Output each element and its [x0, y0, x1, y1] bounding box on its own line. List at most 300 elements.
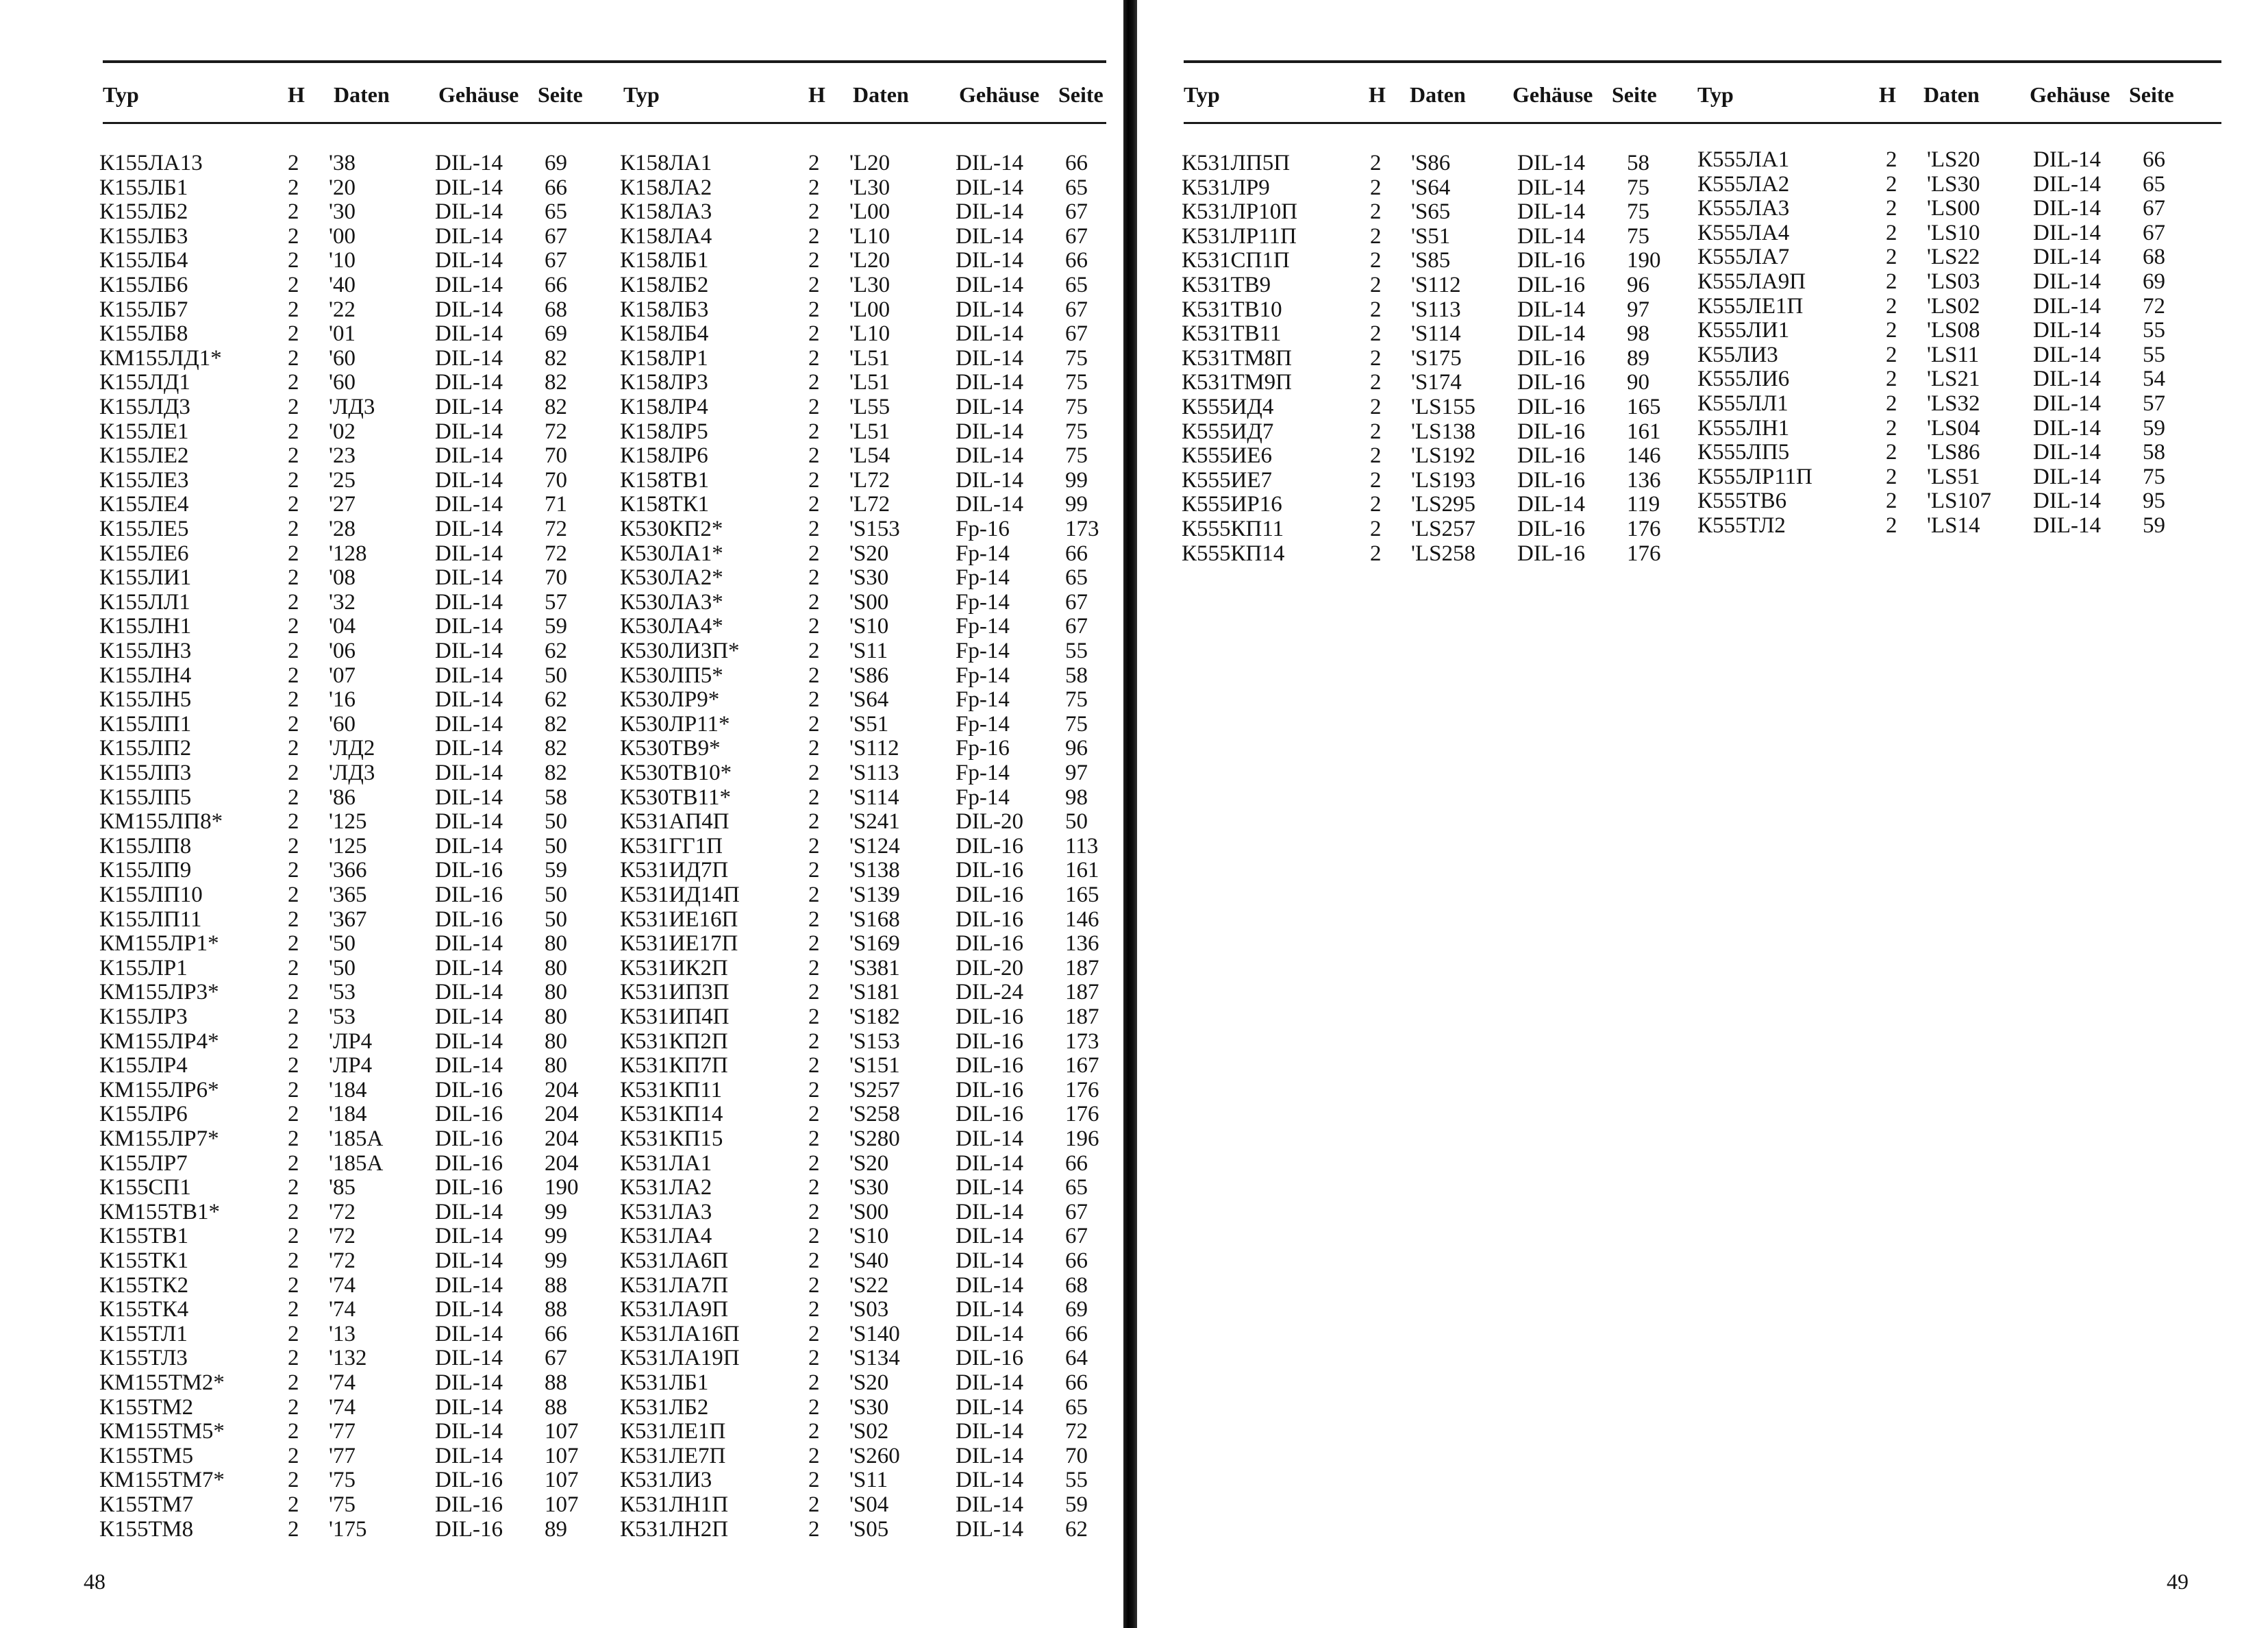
row-typ: К158ЛА4 — [620, 223, 712, 249]
row-h: 2 — [288, 467, 299, 493]
row-typ: КМ155ЛР6* — [99, 1077, 219, 1102]
row-typ: К530ТВ10* — [620, 761, 732, 785]
row-typ: К155ЛЛ1 — [99, 589, 190, 615]
row-h: 2 — [288, 614, 299, 639]
row-daten: 'ЛД2 — [329, 736, 375, 761]
row-seite: 204 — [545, 1126, 579, 1151]
row-h: 2 — [288, 565, 299, 591]
row-h: 2 — [808, 492, 820, 517]
table-row — [620, 419, 1113, 444]
row-seite: 59 — [2143, 415, 2165, 441]
row-gehaeuse: DIL-14 — [435, 785, 503, 810]
row-seite: 82 — [545, 711, 567, 737]
row-h: 2 — [1886, 245, 1897, 270]
row-seite: 165 — [1627, 395, 1661, 419]
row-daten: '50 — [329, 955, 356, 981]
header-gehaeuse: Gehäuse — [959, 82, 1040, 107]
row-h: 2 — [288, 1272, 299, 1298]
row-typ: К531СП1П — [1182, 248, 1290, 273]
table-row — [620, 1370, 1113, 1395]
row-h: 2 — [288, 370, 299, 395]
table-row — [1697, 245, 2191, 269]
row-seite: 80 — [545, 955, 567, 981]
row-gehaeuse: DIL-14 — [956, 467, 1023, 493]
row-daten: '20 — [329, 175, 356, 200]
row-seite: 55 — [1065, 639, 1088, 663]
row-daten: '184 — [329, 1102, 367, 1127]
table-row — [1697, 416, 2191, 441]
row-seite: 204 — [545, 1077, 579, 1102]
row-h: 2 — [1370, 151, 1382, 175]
row-gehaeuse: DIL-16 — [435, 858, 503, 883]
row-gehaeuse: DIL-16 — [956, 1004, 1023, 1029]
row-gehaeuse: DIL-14 — [435, 833, 503, 859]
row-seite: 67 — [1065, 614, 1088, 639]
row-seite: 62 — [545, 639, 567, 663]
row-h: 2 — [808, 175, 820, 200]
row-typ: КМ155ЛД1* — [99, 345, 222, 371]
row-gehaeuse: DIL-16 — [956, 1028, 1023, 1054]
row-h: 2 — [288, 1492, 299, 1517]
table-row — [620, 785, 1113, 810]
row-h: 2 — [808, 931, 820, 957]
row-typ: К155ЛЕ4 — [99, 492, 189, 517]
row-seite: 66 — [1065, 1248, 1088, 1273]
row-typ: К158ЛБ2 — [620, 273, 709, 297]
row-h: 2 — [808, 223, 820, 249]
row-seite: 66 — [545, 1321, 567, 1346]
row-h: 2 — [288, 589, 299, 615]
table-row — [620, 1492, 1113, 1517]
row-seite: 80 — [545, 1004, 567, 1029]
row-typ: К555ЛР11П — [1697, 464, 1812, 489]
table-row — [1697, 221, 2191, 245]
row-seite: 107 — [545, 1443, 579, 1468]
row-gehaeuse: DIL-14 — [435, 273, 503, 297]
table-row — [1182, 248, 1675, 273]
row-daten: 'S20 — [849, 1150, 889, 1176]
table-row — [620, 151, 1113, 175]
row-h: 2 — [1886, 269, 1897, 294]
row-seite: 89 — [545, 1516, 567, 1542]
row-typ: К531КП15 — [620, 1126, 723, 1151]
row-gehaeuse: DIL-14 — [435, 248, 503, 273]
row-daten: '125 — [329, 809, 367, 835]
row-h: 2 — [808, 1004, 820, 1029]
row-seite: 173 — [1065, 1028, 1099, 1054]
row-seite: 88 — [545, 1297, 567, 1322]
row-typ: К555ТВ6 — [1697, 489, 1787, 514]
row-typ: К158ЛР1 — [620, 345, 708, 371]
row-h: 2 — [1886, 342, 1897, 367]
row-gehaeuse: DIL-14 — [435, 199, 503, 225]
row-gehaeuse: DIL-16 — [1517, 273, 1585, 297]
row-gehaeuse: DIL-14 — [956, 492, 1023, 517]
row-h: 2 — [288, 1370, 299, 1395]
row-gehaeuse: DIL-14 — [2033, 196, 2101, 221]
row-gehaeuse: DIL-16 — [435, 1150, 503, 1176]
row-h: 2 — [288, 248, 299, 273]
table-row — [620, 1444, 1113, 1468]
row-daten: '75 — [329, 1468, 356, 1493]
row-gehaeuse: DIL-14 — [435, 1028, 503, 1054]
table-row — [99, 1517, 593, 1542]
row-h: 2 — [288, 273, 299, 297]
row-seite: 65 — [1065, 565, 1088, 591]
row-gehaeuse: DIL-14 — [956, 1321, 1023, 1346]
row-seite: 62 — [1065, 1516, 1088, 1542]
row-daten: '74 — [329, 1272, 356, 1298]
row-daten: '75 — [329, 1492, 356, 1517]
table-row — [99, 1297, 593, 1322]
table-row — [1182, 541, 1675, 566]
row-typ: К155ЛБ1 — [99, 175, 188, 200]
table-row — [99, 1126, 593, 1151]
row-h: 2 — [288, 1346, 299, 1371]
row-gehaeuse: DIL-14 — [1517, 223, 1585, 249]
row-gehaeuse: DIL-14 — [956, 175, 1023, 200]
row-daten: 'LS193 — [1411, 467, 1475, 493]
row-h: 2 — [1370, 199, 1382, 225]
row-seite: 176 — [1627, 517, 1661, 541]
row-daten: 'S174 — [1411, 370, 1462, 395]
table-row — [99, 1200, 593, 1224]
table-row — [620, 1126, 1113, 1151]
row-daten: 'S00 — [849, 589, 889, 615]
row-daten: 'S260 — [849, 1443, 900, 1468]
row-h: 2 — [288, 1516, 299, 1542]
row-h: 2 — [1370, 395, 1382, 419]
table-row — [99, 1444, 593, 1468]
row-h: 2 — [808, 345, 820, 371]
book-spine — [1123, 0, 1137, 1628]
row-typ: К158ЛР6 — [620, 443, 708, 469]
row-gehaeuse: DIL-16 — [1517, 395, 1585, 419]
table-row — [620, 956, 1113, 981]
table-row — [99, 395, 593, 419]
row-daten: 'S241 — [849, 809, 900, 835]
row-seite: 167 — [1065, 1053, 1099, 1078]
table-row — [620, 1322, 1113, 1346]
row-gehaeuse: DIL-14 — [956, 1224, 1023, 1249]
row-gehaeuse: DIL-16 — [956, 1346, 1023, 1371]
row-gehaeuse: DIL-14 — [435, 980, 503, 1005]
row-typ: К155ТЛ1 — [99, 1321, 188, 1346]
row-seite: 72 — [2143, 293, 2165, 319]
table-row — [99, 907, 593, 932]
row-gehaeuse: DIL-14 — [956, 321, 1023, 347]
row-daten: 'LS22 — [1927, 245, 1980, 270]
row-daten: 'S64 — [849, 687, 889, 713]
row-h: 2 — [288, 785, 299, 810]
table-row — [620, 687, 1113, 712]
table-row — [1182, 419, 1675, 444]
row-gehaeuse: DIL-14 — [435, 1199, 503, 1224]
row-seite: 75 — [1065, 419, 1088, 444]
row-gehaeuse: DIL-14 — [435, 687, 503, 713]
row-daten: '07 — [329, 663, 356, 688]
top-rule — [103, 60, 1106, 63]
row-typ: К530ЛА2* — [620, 565, 723, 591]
table-row — [1182, 199, 1675, 224]
row-seite: 69 — [545, 151, 567, 175]
row-daten: 'S40 — [849, 1248, 889, 1273]
table-row — [99, 565, 593, 590]
row-typ: К155ТВ1 — [99, 1224, 189, 1249]
row-typ: К531ЛА4 — [620, 1224, 712, 1249]
row-h: 2 — [1886, 220, 1897, 245]
row-seite: 70 — [545, 467, 567, 493]
row-seite: 50 — [545, 833, 567, 859]
page-left — [0, 0, 1123, 1628]
row-typ: К555ЛЕ1П — [1697, 293, 1804, 319]
row-gehaeuse: DIL-14 — [2033, 171, 2101, 197]
row-gehaeuse: Fp-16 — [956, 517, 1010, 541]
row-gehaeuse: DIL-14 — [435, 1224, 503, 1249]
table-row — [620, 1419, 1113, 1444]
page-right — [1143, 0, 2268, 1628]
row-gehaeuse: DIL-14 — [2033, 440, 2101, 465]
row-h: 2 — [1370, 492, 1382, 517]
row-daten: 'L20 — [849, 151, 890, 175]
header-gehaeuse: Gehäuse — [438, 82, 519, 107]
row-seite: 64 — [1065, 1346, 1088, 1371]
table-row — [1182, 468, 1675, 493]
table-row — [1697, 172, 2191, 197]
row-seite: 68 — [1065, 1272, 1088, 1298]
row-daten: 'L30 — [849, 273, 890, 297]
row-typ: К531ТВ10 — [1182, 297, 1282, 322]
row-h: 2 — [808, 833, 820, 859]
row-gehaeuse: DIL-14 — [435, 614, 503, 639]
header-gehaeuse: Gehäuse — [2030, 82, 2110, 107]
row-daten: '85 — [329, 1175, 356, 1200]
table-row — [1182, 224, 1675, 249]
row-gehaeuse: DIL-14 — [435, 370, 503, 395]
row-daten: 'S112 — [849, 736, 899, 761]
row-seite: 55 — [2143, 342, 2165, 367]
row-gehaeuse: DIL-14 — [435, 223, 503, 249]
row-daten: '366 — [329, 858, 367, 883]
table-row — [620, 1297, 1113, 1322]
row-h: 2 — [288, 199, 299, 225]
header-rule — [103, 122, 1106, 124]
row-seite: 67 — [2143, 220, 2165, 245]
row-typ: К531ЛР9 — [1182, 175, 1270, 200]
row-seite: 65 — [1065, 1175, 1088, 1200]
row-typ: К531ГГ1П — [620, 833, 723, 859]
row-seite: 58 — [2143, 440, 2165, 465]
row-daten: 'S175 — [1411, 345, 1462, 371]
row-daten: 'ЛД3 — [329, 761, 375, 785]
row-gehaeuse: DIL-14 — [435, 1321, 503, 1346]
row-h: 2 — [808, 858, 820, 883]
row-seite: 54 — [2143, 367, 2165, 392]
row-h: 2 — [808, 1150, 820, 1176]
row-seite: 161 — [1065, 858, 1099, 883]
table-row — [1182, 175, 1675, 200]
row-daten: 'S30 — [849, 1175, 889, 1200]
row-seite: 67 — [1065, 321, 1088, 347]
row-gehaeuse: DIL-14 — [956, 1297, 1023, 1322]
table-row — [620, 1517, 1113, 1542]
row-h: 2 — [288, 1053, 299, 1078]
table-row — [620, 1468, 1113, 1492]
row-seite: 67 — [1065, 199, 1088, 225]
table-row — [1697, 318, 2191, 343]
table-row — [99, 321, 593, 346]
row-h: 2 — [808, 711, 820, 737]
row-seite: 75 — [1065, 443, 1088, 469]
table-row — [620, 858, 1113, 883]
row-daten: 'ЛР4 — [329, 1053, 373, 1078]
row-daten: '25 — [329, 467, 356, 493]
row-gehaeuse: DIL-14 — [2033, 489, 2101, 514]
row-seite: 97 — [1627, 297, 1649, 322]
table-row — [620, 809, 1113, 834]
row-seite: 187 — [1065, 1004, 1099, 1029]
table-row — [620, 761, 1113, 785]
row-h: 2 — [1370, 223, 1382, 249]
row-typ: К531ЛА16П — [620, 1321, 740, 1346]
row-seite: 187 — [1065, 980, 1099, 1005]
row-h: 2 — [288, 1297, 299, 1322]
row-daten: 'S112 — [1411, 273, 1461, 297]
table-row — [620, 443, 1113, 468]
table-row — [620, 883, 1113, 907]
table-row — [620, 321, 1113, 346]
header-daten: Daten — [1410, 82, 1466, 107]
row-gehaeuse: DIL-14 — [956, 1443, 1023, 1468]
row-typ: К155ТМ2 — [99, 1394, 194, 1420]
row-daten: 'S114 — [1411, 321, 1461, 347]
row-seite: 107 — [545, 1419, 579, 1444]
row-daten: 'LS03 — [1927, 269, 1980, 294]
table-row — [99, 834, 593, 859]
row-seite: 176 — [1627, 541, 1661, 566]
table-row — [99, 151, 593, 175]
row-daten: 'LS107 — [1927, 489, 1991, 514]
row-gehaeuse: DIL-16 — [435, 883, 503, 907]
row-gehaeuse: DIL-14 — [435, 639, 503, 663]
row-typ: К531КП2П — [620, 1028, 728, 1054]
row-h: 2 — [1370, 370, 1382, 395]
row-seite: 67 — [1065, 1199, 1088, 1224]
row-daten: 'S182 — [849, 1004, 900, 1029]
row-daten: '175 — [329, 1516, 367, 1542]
row-gehaeuse: DIL-14 — [435, 175, 503, 200]
row-h: 2 — [808, 199, 820, 225]
table-row — [99, 443, 593, 468]
row-h: 2 — [808, 419, 820, 444]
row-daten: '04 — [329, 614, 356, 639]
row-seite: 119 — [1627, 492, 1660, 517]
row-h: 2 — [288, 955, 299, 981]
table-row — [620, 517, 1113, 541]
table-row — [620, 395, 1113, 419]
header-seite: Seite — [1612, 82, 1657, 107]
table-row — [1182, 273, 1675, 297]
row-daten: 'LS04 — [1927, 415, 1980, 441]
table-row — [1697, 147, 2191, 172]
row-gehaeuse: Fp-14 — [956, 565, 1010, 591]
row-h: 2 — [808, 1077, 820, 1102]
row-seite: 88 — [545, 1394, 567, 1420]
row-h: 2 — [808, 1468, 820, 1493]
row-gehaeuse: DIL-14 — [956, 223, 1023, 249]
row-h: 2 — [808, 370, 820, 395]
page-number-left: 48 — [84, 1569, 105, 1594]
row-seite: 88 — [545, 1370, 567, 1395]
row-daten: 'L54 — [849, 443, 890, 469]
row-h: 2 — [288, 931, 299, 957]
row-h: 2 — [288, 980, 299, 1005]
row-gehaeuse: DIL-14 — [435, 931, 503, 957]
table-row — [620, 1004, 1113, 1029]
row-h: 2 — [1370, 419, 1382, 444]
row-h: 2 — [1370, 443, 1382, 469]
row-h: 2 — [288, 1004, 299, 1029]
row-typ: К155ЛР6 — [99, 1102, 188, 1127]
row-gehaeuse: DIL-14 — [956, 1492, 1023, 1517]
row-h: 2 — [288, 345, 299, 371]
row-daten: 'LS30 — [1927, 171, 1980, 197]
row-gehaeuse: DIL-14 — [956, 1126, 1023, 1151]
row-gehaeuse: DIL-14 — [956, 1272, 1023, 1298]
row-h: 2 — [808, 687, 820, 713]
row-seite: 99 — [1065, 492, 1088, 517]
row-gehaeuse: DIL-14 — [435, 443, 503, 469]
row-seite: 67 — [1065, 297, 1088, 322]
row-gehaeuse: DIL-14 — [956, 199, 1023, 225]
table-row — [99, 1346, 593, 1370]
row-daten: 'S114 — [849, 785, 899, 810]
table-row — [99, 1492, 593, 1517]
row-h: 2 — [288, 883, 299, 907]
row-gehaeuse: DIL-14 — [956, 1468, 1023, 1493]
row-typ: К155ТК2 — [99, 1272, 189, 1298]
row-daten: '184 — [329, 1077, 367, 1102]
row-seite: 70 — [1065, 1443, 1088, 1468]
table-row — [1697, 367, 2191, 391]
row-typ: К530ЛА1* — [620, 541, 723, 566]
row-typ: К158ЛА2 — [620, 175, 712, 200]
header-seite: Seite — [1058, 82, 1104, 107]
row-gehaeuse: DIL-14 — [1517, 321, 1585, 347]
row-h: 2 — [808, 1321, 820, 1346]
row-typ: К155ЛН4 — [99, 663, 192, 688]
row-typ: К531АП4П — [620, 809, 730, 835]
row-daten: 'S86 — [1411, 151, 1451, 175]
row-typ: К555ЛА3 — [1697, 196, 1790, 221]
row-h: 2 — [1886, 440, 1897, 465]
row-typ: К158ЛА1 — [620, 151, 712, 175]
row-daten: 'S113 — [1411, 297, 1461, 322]
row-h: 2 — [288, 858, 299, 883]
row-h: 2 — [288, 663, 299, 688]
row-gehaeuse: DIL-14 — [435, 297, 503, 322]
row-typ: К555ТЛ2 — [1697, 513, 1786, 538]
row-seite: 98 — [1627, 321, 1649, 347]
row-daten: '28 — [329, 517, 356, 541]
row-h: 2 — [808, 761, 820, 785]
row-h: 2 — [288, 1419, 299, 1444]
table-row — [99, 785, 593, 810]
row-typ: К158ЛР3 — [620, 370, 708, 395]
row-daten: 'S30 — [849, 565, 889, 591]
table-row — [620, 1053, 1113, 1078]
row-daten: 'S30 — [849, 1394, 889, 1420]
